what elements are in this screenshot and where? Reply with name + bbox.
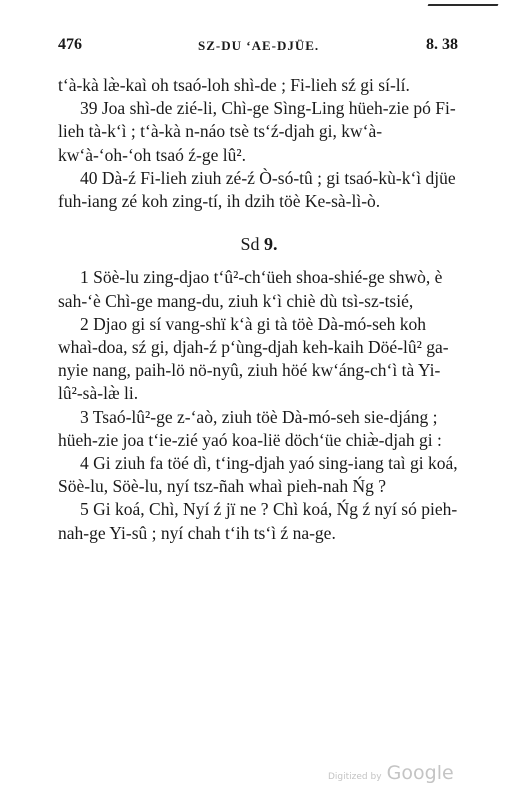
page-header [58,36,458,60]
page-number: 476 [58,36,82,53]
continuation-text: t‘à-kà læ̀-kaì oh tsaó-loh shì-de ; Fi-lieh sź gi sí-lí. [58,75,410,95]
chapter-heading [58,233,460,256]
digitized-by-text: Digitized by [328,772,382,782]
verse-paragraph: 39 Joa shì-de zié-li, Chì-ge Sìng-Ling hüeh-zie pó Fi-lieh tà-k‘ì ; t‘à-kà n-náo tsè ts‘ź-djah gi, kw‘à-kw‘à-‘oh-‘oh tsaó ź-ge lû². [58,98,456,165]
verse-paragraph: 5 Gi koá, Chì, Nyí ź jï ne ? Chì koá, Ńg ź nyí só pieh-nah-ge Yi-sû ; nyí chah t‘ih ts‘ì ź na-ge. [58,499,458,543]
verse-paragraph: 40 Dà-ź Fi-lieh ziuh zé-ź Ò-só-tû ; gi tsaó-kù-k‘ì djüe fuh-iang zé koh zing-tí, ih dzih töè Ke-sà-lì-ò. [58,167,456,212]
verse-paragraph: 4 Gi ziuh fa töé dì, t‘ing-djah yaó sing-iang taì gi koá, Söè-lu, Söè-lu, nyí tsz-ñah whaì pieh-nah Ńg ? [58,453,458,497]
verse-paragraph: 2 Djao gi sí vang-shï k‘à gi tà töè Dà-mó-seh koh whaì-doa, sź gi, djah-ź p‘ùng-djah keh-kaih Döé-lû² ga-nyie nang, paih-lö nö-nyû, ziuh höé kw‘áng-ch‘ì tà Yi-lû²-sà-læ̀ li. [58,313,449,404]
google-logo-text: Google [386,762,454,784]
verse-paragraph: 3 Tsaó-lû²-ge z-‘aò, ziuh töè Dà-mó-seh sie-djáng ; hüeh-zie joa t‘ie-zié yaó koa-lië döch‘üe chiæ̀-djah gi : [58,406,442,450]
running-title: SZ-DU ʻAE-DJÜE. [198,38,320,53]
top-edge-mark [428,4,499,6]
chapter-label: Sd [240,234,260,255]
chapter-number: 9. [264,234,278,255]
verse-paragraph: 1 Söè-lu zing-djao t‘û²-ch‘üeh shoa-shié-ge shwò, è sah-‘è Chì-ge mang-du, ziuh k‘ì chiè dù tsì-sz-tsié, [58,267,443,311]
page-body [58,74,460,545]
section-reference: 8. 38 [426,36,458,53]
digitization-watermark [328,762,454,784]
